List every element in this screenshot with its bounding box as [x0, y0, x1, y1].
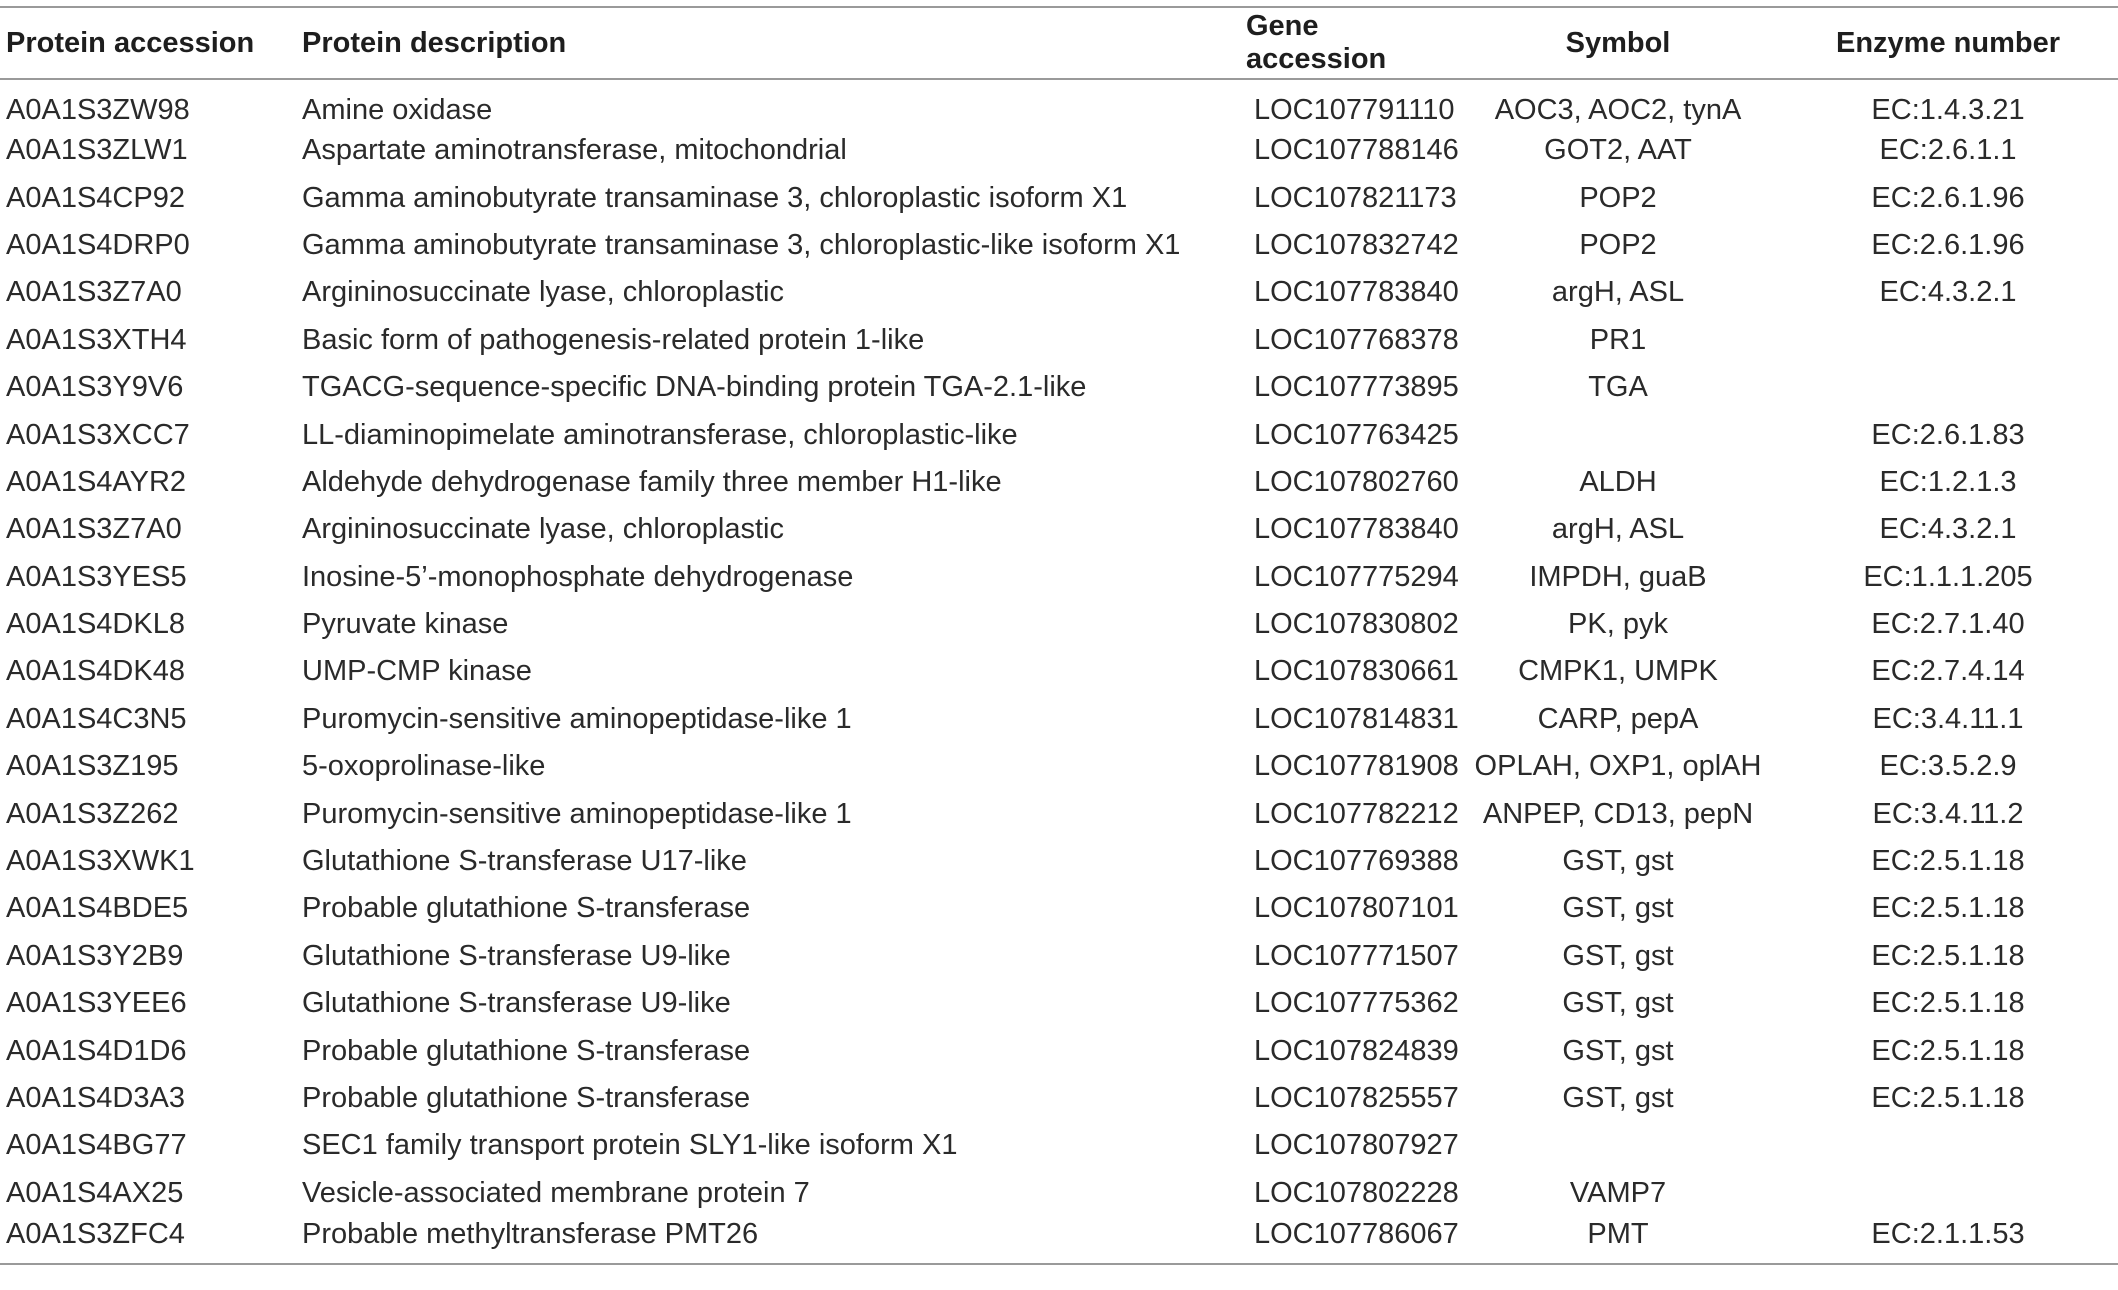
- cell-enzyme-number: [1778, 1122, 2118, 1169]
- table-row: [0, 506, 2118, 553]
- cell-symbol: [1458, 1122, 1778, 1169]
- cell-protein-description: Gamma aminobutyrate transaminase 3, chloroplastic-like isoform X1: [302, 228, 1181, 261]
- table-row: [0, 743, 2118, 790]
- table-row: [0, 838, 2118, 885]
- cell-symbol: POP2: [1579, 228, 1657, 261]
- table-body: [0, 79, 2118, 1264]
- cell-protein-accession: A0A1S4D1D6: [6, 1034, 187, 1067]
- cell-protein-accession: A0A1S4DK48: [6, 655, 185, 688]
- cell-protein-description: Aldehyde dehydrogenase family three member H1-like: [302, 465, 1002, 498]
- cell-symbol: PR1: [1589, 323, 1647, 356]
- table-row: [0, 1075, 2118, 1122]
- cell-protein-description: Pyruvate kinase: [302, 608, 509, 641]
- cell-protein-accession: A0A1S4AX25: [6, 1176, 184, 1209]
- cell-protein-description: Argininosuccinate lyase, chloroplastic: [302, 276, 784, 309]
- cell-protein-accession: A0A1S4BDE5: [6, 892, 189, 925]
- cell-gene-accession: LOC107771507: [1254, 939, 1459, 972]
- cell-protein-accession: A0A1S3XWK1: [6, 845, 195, 878]
- cell-enzyme-number: EC:4.3.2.1: [1879, 276, 2017, 309]
- cell-protein-description: Puromycin-sensitive aminopeptidase-like 1: [302, 702, 852, 735]
- table-row: [0, 269, 2118, 316]
- cell-symbol: POP2: [1579, 181, 1657, 214]
- cell-protein-description: Gamma aminobutyrate transaminase 3, chloroplastic isoform X1: [302, 181, 1128, 214]
- cell-symbol: argH, ASL: [1551, 513, 1685, 546]
- cell-enzyme-number: EC:2.5.1.18: [1871, 939, 2025, 972]
- cell-symbol: OPLAH, OXP1, oplAH: [1474, 750, 1762, 783]
- cell-enzyme-number: EC:1.1.1.205: [1863, 560, 2033, 593]
- header-enzyme-number: Enzyme number: [1836, 26, 2060, 59]
- table-row: [0, 1170, 2118, 1217]
- cell-symbol: GOT2, AAT: [1544, 134, 1692, 167]
- cell-enzyme-number: [1778, 364, 2118, 411]
- cell-enzyme-number: EC:2.5.1.18: [1871, 1082, 2025, 1114]
- cell-enzyme-number: EC:3.4.11.2: [1872, 797, 2024, 830]
- cell-protein-accession: A0A1S3Y9V6: [6, 371, 184, 404]
- cell-protein-accession: A0A1S4DRP0: [6, 228, 190, 261]
- cell-protein-accession: A0A1S4BG77: [6, 1129, 187, 1162]
- cell-enzyme-number: [1778, 317, 2118, 364]
- cell-gene-accession: LOC107783840: [1254, 276, 1459, 309]
- cell-protein-description: Basic form of pathogenesis-related protein 1-like: [302, 323, 925, 356]
- cell-symbol: TGA: [1588, 371, 1648, 404]
- cell-symbol: GST, gst: [1562, 1082, 1674, 1114]
- table-header: [0, 7, 2118, 79]
- cell-protein-accession: A0A1S3Z7A0: [6, 513, 182, 546]
- cell-protein-description: Probable glutathione S-transferase: [302, 1082, 751, 1114]
- cell-gene-accession: LOC107802760: [1254, 465, 1459, 498]
- table-row: [0, 885, 2118, 932]
- cell-protein-description: LL-diaminopimelate aminotransferase, chloroplastic-like: [302, 418, 1018, 451]
- cell-gene-accession: LOC107821173: [1254, 181, 1457, 214]
- cell-gene-accession: LOC107814831: [1254, 702, 1459, 735]
- table-row: [0, 696, 2118, 743]
- protein-table: [0, 6, 2118, 1265]
- header-symbol: Symbol: [1565, 26, 1671, 59]
- table-row: [0, 317, 2118, 364]
- cell-protein-description: Argininosuccinate lyase, chloroplastic: [302, 513, 784, 546]
- cell-protein-accession: A0A1S3ZW98: [6, 94, 190, 126]
- cell-protein-accession: A0A1S4CP92: [6, 181, 185, 214]
- header-row: [0, 7, 2118, 79]
- cell-gene-accession: LOC107825557: [1254, 1082, 1459, 1114]
- cell-protein-description: Probable glutathione S-transferase: [302, 892, 751, 925]
- cell-symbol: [1458, 411, 1778, 458]
- table-row: [0, 601, 2118, 648]
- cell-gene-accession: LOC107824839: [1254, 1034, 1459, 1067]
- cell-symbol: CMPK1, UMPK: [1518, 655, 1718, 688]
- cell-enzyme-number: EC:1.4.3.21: [1871, 94, 2025, 126]
- cell-protein-description: TGACG-sequence-specific DNA-binding protein TGA-2.1-like: [302, 371, 1087, 404]
- cell-protein-accession: A0A1S3YES5: [6, 560, 187, 593]
- cell-symbol: VAMP7: [1569, 1176, 1667, 1209]
- table-row: [0, 79, 2118, 127]
- cell-enzyme-number: EC:2.5.1.18: [1871, 845, 2025, 878]
- cell-enzyme-number: EC:4.3.2.1: [1879, 513, 2017, 546]
- table-row: [0, 459, 2118, 506]
- cell-enzyme-number: [1778, 1170, 2118, 1217]
- cell-protein-description: Probable glutathione S-transferase: [302, 1034, 751, 1067]
- cell-protein-description: Glutathione S-transferase U9-like: [302, 939, 731, 972]
- cell-gene-accession: LOC107830802: [1254, 608, 1459, 641]
- cell-enzyme-number: EC:2.5.1.18: [1871, 987, 2025, 1020]
- cell-enzyme-number: EC:2.1.1.53: [1871, 1217, 2025, 1250]
- cell-protein-accession: A0A1S4DKL8: [6, 608, 185, 641]
- cell-protein-description: Puromycin-sensitive aminopeptidase-like 1: [302, 797, 852, 830]
- cell-protein-description: Aspartate aminotransferase, mitochondrial: [302, 134, 847, 167]
- table-row: [0, 127, 2118, 174]
- cell-protein-description: Inosine-5’-monophosphate dehydrogenase: [302, 560, 854, 593]
- cell-protein-accession: A0A1S4AYR2: [6, 465, 187, 498]
- cell-protein-description: Glutathione S-transferase U9-like: [302, 987, 731, 1020]
- cell-protein-description: Vesicle-associated membrane protein 7: [302, 1176, 810, 1209]
- cell-gene-accession: LOC107781908: [1254, 750, 1459, 783]
- cell-symbol: PK, pyk: [1568, 608, 1668, 641]
- cell-symbol: GST, gst: [1562, 845, 1674, 878]
- header-protein-accession: Protein accession: [6, 26, 255, 59]
- header-gene-accession: Gene accession: [1246, 10, 1387, 75]
- cell-enzyme-number: EC:2.5.1.18: [1871, 1034, 2025, 1067]
- cell-enzyme-number: EC:2.6.1.96: [1871, 228, 2025, 261]
- cell-enzyme-number: EC:1.2.1.3: [1879, 465, 2017, 498]
- cell-gene-accession: LOC107791110: [1254, 94, 1455, 126]
- cell-enzyme-number: EC:2.7.1.40: [1871, 608, 2025, 641]
- cell-protein-description: SEC1 family transport protein SLY1-like isoform X1: [302, 1129, 958, 1162]
- cell-gene-accession: LOC107775294: [1254, 560, 1459, 593]
- cell-protein-description: Amine oxidase: [302, 94, 493, 126]
- table-row: [0, 1122, 2118, 1169]
- cell-enzyme-number: EC:2.6.1.1: [1879, 134, 2017, 167]
- cell-gene-accession: LOC107773895: [1254, 371, 1459, 404]
- cell-enzyme-number: EC:2.7.4.14: [1871, 655, 2025, 688]
- cell-symbol: ANPEP, CD13, pepN: [1482, 797, 1754, 830]
- cell-gene-accession: LOC107768378: [1254, 323, 1459, 356]
- cell-gene-accession: LOC107807927: [1254, 1129, 1459, 1162]
- cell-gene-accession: LOC107763425: [1254, 418, 1459, 451]
- cell-protein-accession: A0A1S3ZLW1: [6, 134, 188, 167]
- cell-protein-accession: A0A1S3Z195: [6, 750, 179, 783]
- cell-enzyme-number: EC:2.5.1.18: [1871, 892, 2025, 925]
- cell-gene-accession: LOC107807101: [1254, 892, 1459, 925]
- cell-gene-accession: LOC107832742: [1254, 228, 1459, 261]
- table-row: [0, 364, 2118, 411]
- cell-protein-accession: A0A1S3ZFC4: [6, 1217, 185, 1250]
- cell-symbol: GST, gst: [1562, 939, 1674, 972]
- cell-gene-accession: LOC107788146: [1254, 134, 1459, 167]
- cell-protein-description: Glutathione S-transferase U17-like: [302, 845, 747, 878]
- cell-protein-description: UMP-CMP kinase: [302, 655, 532, 688]
- table-row: [0, 1027, 2118, 1074]
- table-row: [0, 174, 2118, 221]
- cell-gene-accession: LOC107802228: [1254, 1176, 1459, 1209]
- table-row: [0, 411, 2118, 458]
- table-row: [0, 933, 2118, 980]
- cell-symbol: GST, gst: [1562, 1034, 1674, 1067]
- cell-protein-accession: A0A1S3YEE6: [6, 987, 187, 1020]
- cell-gene-accession: LOC107782212: [1254, 797, 1459, 830]
- cell-symbol: CARP, pepA: [1537, 702, 1699, 735]
- cell-protein-accession: A0A1S3XCC7: [6, 418, 190, 451]
- cell-enzyme-number: EC:2.6.1.83: [1871, 418, 2025, 451]
- cell-enzyme-number: EC:3.4.11.1: [1872, 702, 2024, 735]
- cell-symbol: IMPDH, guaB: [1529, 560, 1707, 593]
- cell-gene-accession: LOC107769388: [1254, 845, 1459, 878]
- cell-protein-description: Probable methyltransferase PMT26: [302, 1217, 759, 1250]
- table-row: [0, 222, 2118, 269]
- header-protein-description: Protein description: [302, 26, 567, 59]
- cell-gene-accession: LOC107783840: [1254, 513, 1459, 546]
- cell-symbol: GST, gst: [1562, 987, 1674, 1020]
- cell-gene-accession: LOC107830661: [1254, 655, 1459, 688]
- table-row: [0, 1217, 2118, 1264]
- cell-gene-accession: LOC107775362: [1254, 987, 1459, 1020]
- cell-symbol: AOC3, AOC2, tynA: [1494, 94, 1742, 126]
- table-row: [0, 554, 2118, 601]
- cell-enzyme-number: EC:2.6.1.96: [1871, 181, 2025, 214]
- cell-protein-accession: A0A1S4D3A3: [6, 1082, 185, 1114]
- cell-protein-accession: A0A1S3Z7A0: [6, 276, 182, 309]
- cell-protein-accession: A0A1S3Y2B9: [6, 939, 184, 972]
- cell-symbol: argH, ASL: [1551, 276, 1685, 309]
- cell-enzyme-number: EC:3.5.2.9: [1879, 750, 2017, 783]
- cell-protein-description: 5-oxoprolinase-like: [302, 750, 546, 783]
- cell-protein-accession: A0A1S3XTH4: [6, 323, 187, 356]
- cell-gene-accession: LOC107786067: [1254, 1217, 1459, 1250]
- cell-symbol: GST, gst: [1562, 892, 1674, 925]
- cell-protein-accession: A0A1S3Z262: [6, 797, 179, 830]
- cell-symbol: ALDH: [1579, 465, 1657, 498]
- table-row: [0, 790, 2118, 837]
- cell-protein-accession: A0A1S4C3N5: [6, 702, 187, 735]
- table-row: [0, 980, 2118, 1027]
- cell-symbol: PMT: [1587, 1217, 1649, 1250]
- table-row: [0, 648, 2118, 695]
